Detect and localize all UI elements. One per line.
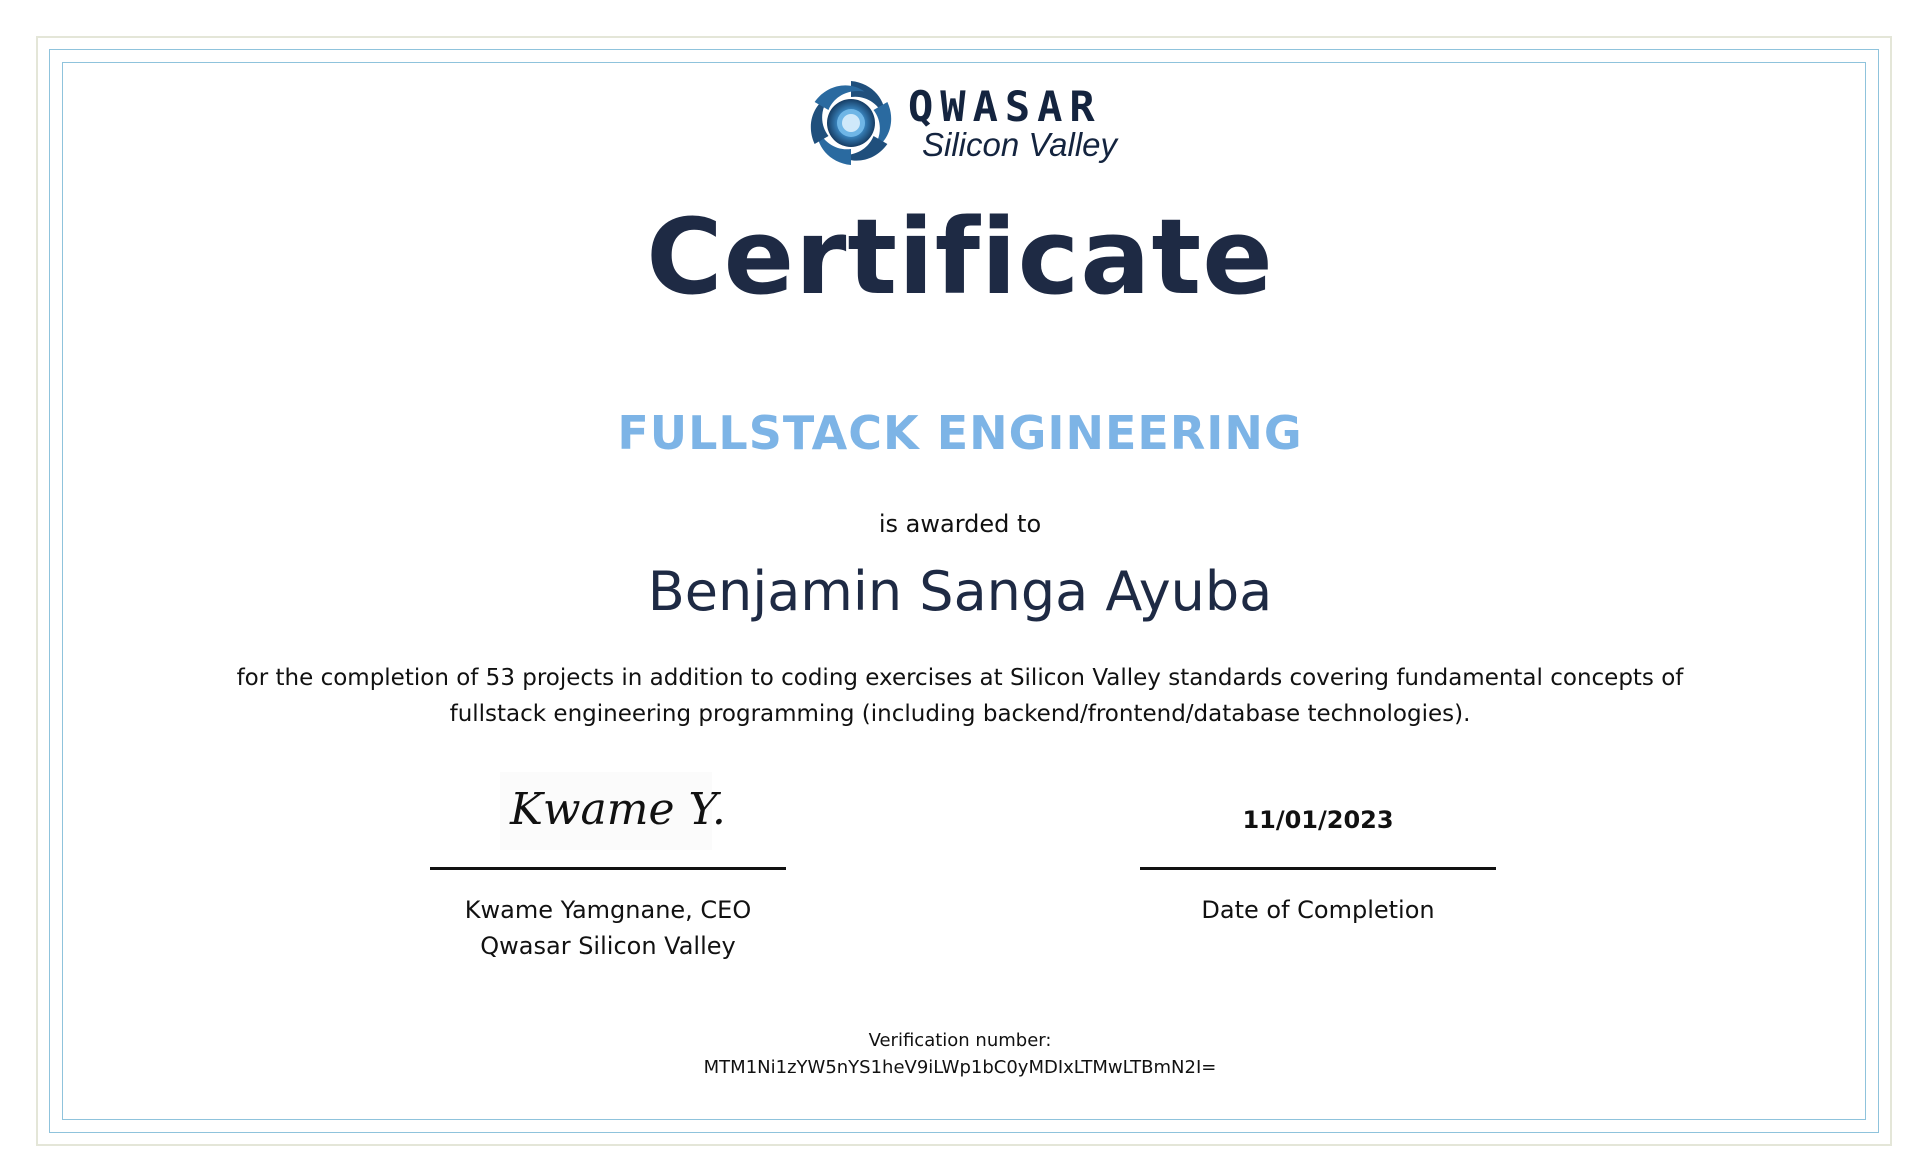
logo-subtitle: Silicon Valley [922,126,1118,163]
swirl-logo-icon [806,78,896,168]
signature-line [430,867,786,870]
certificate-title: Certificate [646,196,1274,318]
verification-label: Verification number: [868,1030,1052,1051]
ceo-signature [500,772,726,850]
date-label: Date of Completion [1201,896,1435,924]
verification-code: MTM1Ni1zYW5nYS1heV9iLWp1bC0yMDIxLTMwLTBmN2I= [703,1057,1217,1078]
signature-text: Kwame Y. [510,784,726,835]
logo-wordmark: QWASAR [908,82,1102,131]
course-name: FULLSTACK ENGINEERING [617,406,1303,460]
signatory-name-title: Kwame Yamgnane, CEO [464,896,752,924]
completion-date: 11/01/2023 [1242,806,1394,834]
qwasar-logo [806,78,1126,168]
completion-description: for the completion of 53 projects in addition to coding exercises at Silicon Valley standards covering fundamental concepts of fullstack engineering programming (including backend/frontend/database technologies). [236,665,1684,727]
awarded-text: is awarded to [878,510,1042,538]
recipient-name: Benjamin Sanga Ayuba [647,560,1273,623]
signatory-block [410,892,806,964]
date-line [1140,867,1496,870]
signatory-organization: Qwasar Silicon Valley [480,932,736,960]
